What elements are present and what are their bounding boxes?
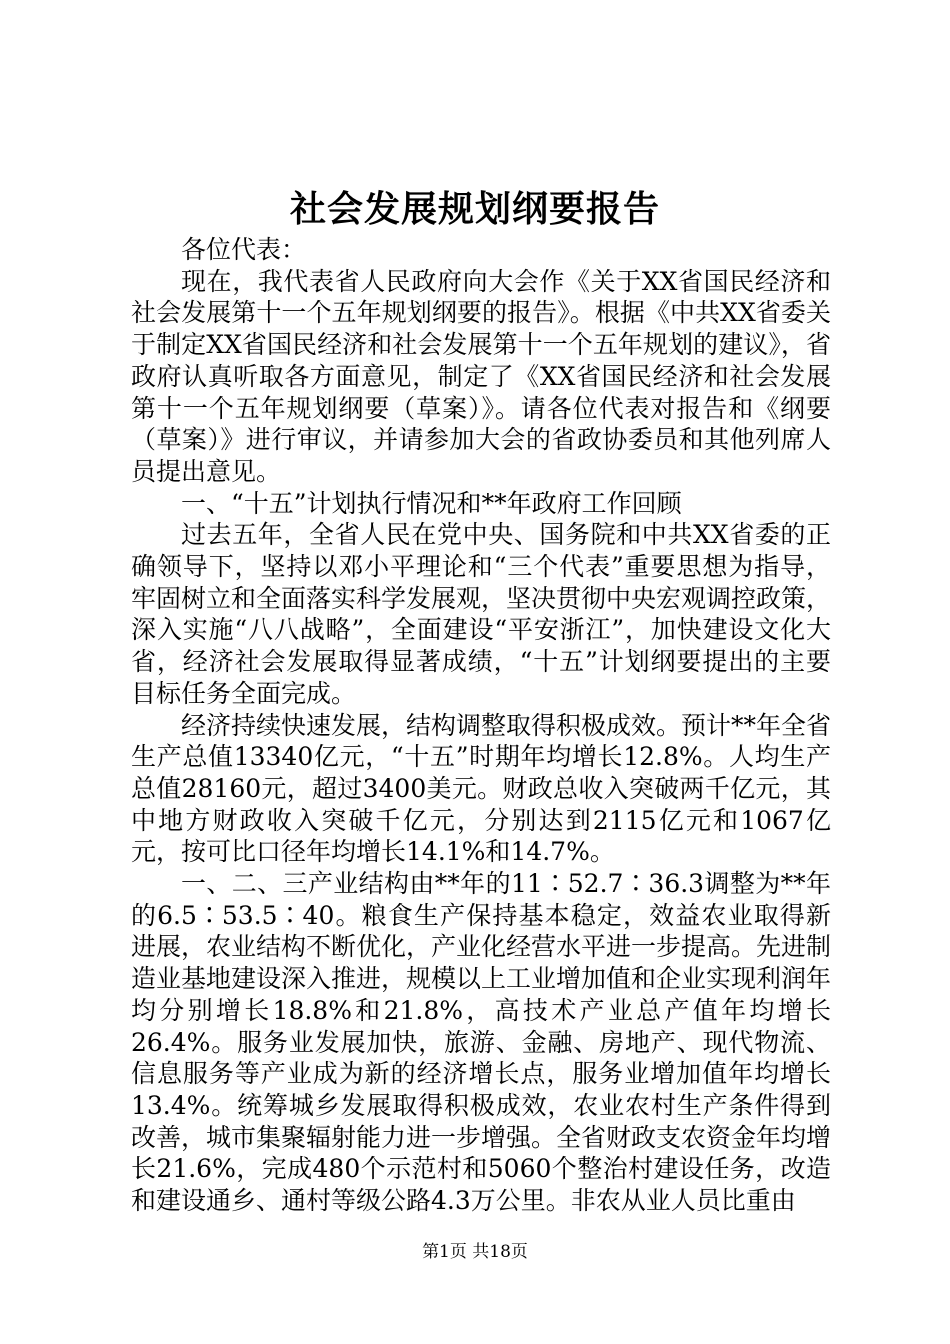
salutation: 各位代表： (181, 235, 307, 264)
page-number: 第1页 共18页 (422, 1242, 528, 1262)
paragraph-intro: 现在，我代表省人民政府向大会作《关于XX省国民经济和社会发展第十一个五年规划纲要的报告》。根据《中共XX省委关于制定XX省国民经济和社会发展第十一个五年规划的建议》，省政府认真听取各方面意见，制定了《XX省国民经济和社会发展第十一个五年规划纲要（草案）》。请各位代表对报告和《纲要（草案）》进行审议，并请参加大会的省政协委员和其他列席人员提出意见。 (131, 266, 831, 486)
section-heading: 一、“十五”计划执行情况和**年政府工作回顾 (181, 488, 682, 518)
paragraph-economy: 经济持续快速发展，结构调整取得积极成效。预计**年全省生产总值13340亿元，“十五”时期年均增长12.8%。人均生产总值28160元，超过3400美元。财政总收入突破两千亿元，其中地方财政收入突破千亿元，分别达到2115亿元和1067亿元，按可比口径年均增长14.1%和14.7%。 (131, 710, 832, 867)
document-body (131, 234, 831, 1217)
document-title: 社会发展规划纲要报告 (289, 188, 660, 230)
paragraph-structure: 一、二、三产业结构由**年的11∶52.7∶36.3调整为**年的6.5∶53.5∶40。粮食生产保持基本稳定，效益农业取得新进展，农业结构不断优化，产业化经营水平进一步提高。先进制造业基地建设深入推进，规模以上工业增加值和企业实现利润年均分别增长18.8%和21.8%，高技术产业总产值年均增长26.4%。服务业发展加快，旅游、金融、房地产、现代物流、信息服务等产业成为新的经济增长点，服务业增加值年均增长13.4%。统筹城乡发展取得积极成效，农业农村生产条件得到改善，城市集聚辐射能力进一步增强。全省财政支农资金年均增长21.6%，完成480个示范村和5060个整治村建设任务，改造和建设通乡、通村等级公路4.3万公里。非农从业人员比重由 (131, 869, 832, 1216)
paragraph-review: 过去五年，全省人民在党中央、国务院和中共XX省委的正确领导下，坚持以邓小平理论和“三个代表”重要思想为指导，牢固树立和全面落实科学发展观，坚决贯彻中央宏观调控政策，深入实施“八八战略”，全面建设“平安浙江”，加快建设文化大省，经济社会发展取得显著成绩，“十五”计划纲要提出的主要目标任务全面完成。 (131, 520, 832, 708)
